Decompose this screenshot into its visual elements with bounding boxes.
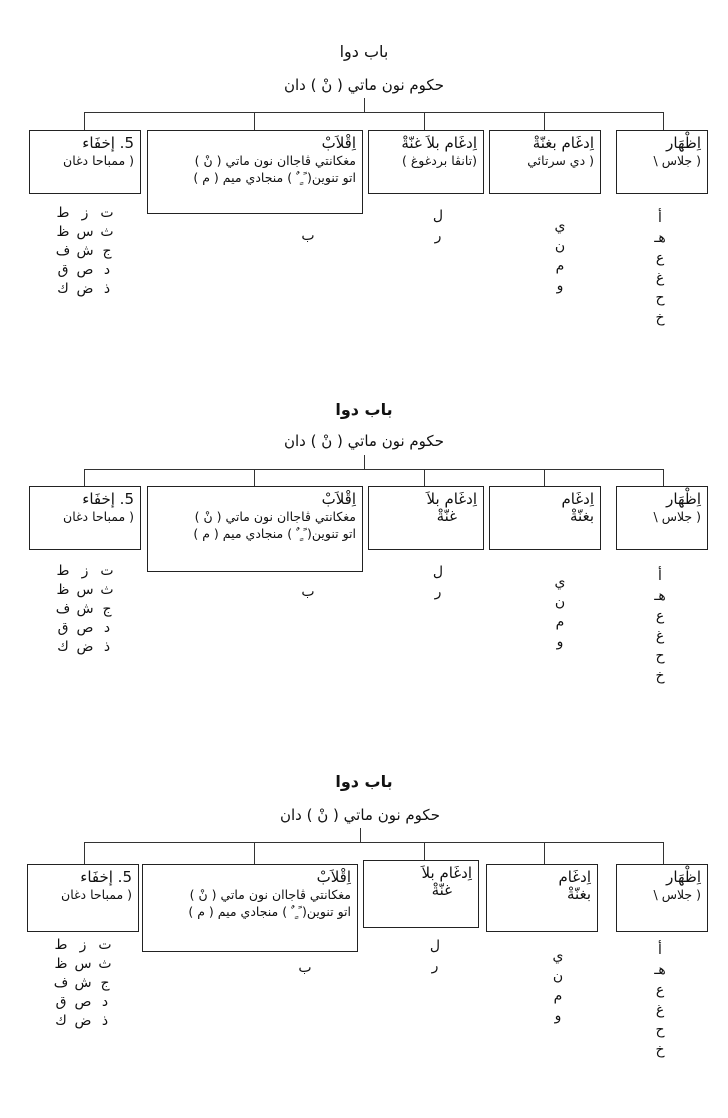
letter: ج <box>102 601 112 617</box>
iqlab-line1: مغكانتي ڤاجاان نون ماتي ( نْ ) <box>194 509 356 524</box>
letter: ر <box>434 228 442 244</box>
letter: د <box>103 262 111 278</box>
letter: ش <box>76 601 94 617</box>
letter: ج <box>100 975 110 991</box>
letter: ق <box>57 262 69 278</box>
idgham-ghunnah-title: اِدغَام <box>561 490 594 508</box>
idgham-bila-title: اِدغَام بلاَ <box>421 864 472 882</box>
section-subtitle: حكوم نون ماتي ( نْ ) دان <box>283 76 444 94</box>
letter: د <box>103 620 111 636</box>
iqlab-line1: مغكانتي ڤاجاان نون ماتي ( نْ ) <box>194 153 356 168</box>
letter: و <box>556 278 564 294</box>
letter: غ <box>655 270 665 286</box>
idgham-bila-box <box>368 130 484 194</box>
connector <box>663 469 664 486</box>
letter: ث <box>100 582 114 598</box>
connector-bar <box>84 469 663 470</box>
letter: ز <box>79 937 87 953</box>
letter: ح <box>655 290 665 306</box>
letter: ظ <box>56 582 70 598</box>
connector <box>364 455 365 469</box>
letter: ك <box>57 281 69 297</box>
iqlab-title: اِقْلاَبْ <box>316 868 351 886</box>
letter: ص <box>76 262 94 278</box>
ikhfa-letters <box>50 936 116 1031</box>
letter: ذ <box>103 281 111 297</box>
letter: أ <box>658 568 662 584</box>
letter: س <box>74 956 92 972</box>
letter: هـ <box>654 588 666 604</box>
letter: م <box>555 614 565 630</box>
iqlab-letters <box>300 226 316 246</box>
letter: و <box>556 634 564 650</box>
letter: ظ <box>54 956 68 972</box>
idgham-bila-letters <box>430 206 446 246</box>
letter: ت <box>98 937 112 953</box>
idgham-bila-letters <box>427 936 443 976</box>
letter: ض <box>76 639 94 655</box>
letter: خ <box>655 668 665 684</box>
connector <box>364 98 365 112</box>
section-title: باب دوا <box>335 772 393 791</box>
iqlab-letters <box>297 958 313 978</box>
idgham-ghunnah-letters <box>552 216 568 296</box>
izhar-box <box>616 486 708 550</box>
letter: ص <box>76 620 94 636</box>
letter: ق <box>55 994 67 1010</box>
letter: ص <box>74 994 92 1010</box>
letter: ع <box>655 982 665 998</box>
section-title: باب دوا <box>339 42 389 61</box>
connector <box>544 112 545 130</box>
letter: ي <box>554 218 566 234</box>
letter: ج <box>102 243 112 259</box>
letter: خ <box>655 310 665 326</box>
idgham-ghunnah-sub: بغنّةْ <box>570 507 594 525</box>
letter: خ <box>655 1042 665 1058</box>
letter: ط <box>56 563 70 579</box>
iqlab-line2: اتو تنوين( ً ٍ ٌ ) منجادي ميم ( م ) <box>193 170 356 185</box>
letter: غ <box>655 1002 665 1018</box>
ikhfa-title: 5. إخفَاء <box>82 490 134 508</box>
section-subtitle: حكوم نون ماتي ( نْ ) دان <box>279 806 440 824</box>
ikhfa-title: 5. إخفَاء <box>82 134 134 152</box>
letter: س <box>76 582 94 598</box>
izhar-letters <box>652 208 668 328</box>
connector <box>84 112 85 130</box>
connector <box>424 842 425 860</box>
ikhfa-box <box>29 486 141 550</box>
iqlab-box <box>147 486 363 572</box>
izhar-letters <box>652 566 668 686</box>
izhar-sub: ( جلاس \ <box>653 509 701 524</box>
idgham-ghunnah-box <box>489 486 601 550</box>
section-title: باب دوا <box>335 400 393 419</box>
izhar-box <box>616 130 708 194</box>
letter: ن <box>554 594 566 610</box>
iqlab-letters <box>300 582 316 602</box>
idgham-ghunnah-letters <box>552 572 568 652</box>
ikhfa-sub: ( ممباحا دغان <box>61 887 132 902</box>
idgham-ghunnah-title: اِدغَام <box>558 868 591 886</box>
iqlab-box <box>142 864 358 952</box>
letter: هـ <box>654 962 666 978</box>
letter: م <box>553 988 563 1004</box>
connector <box>254 112 255 130</box>
idgham-bila-box <box>363 860 479 928</box>
letter: ث <box>98 956 112 972</box>
letter: ض <box>74 1013 92 1029</box>
letter: ظ <box>56 224 70 240</box>
idgham-ghunnah-letters <box>550 946 566 1026</box>
iqlab-line2: اتو تنوين( ً ٍ ٌ ) منجادي ميم ( م ) <box>193 526 356 541</box>
idgham-bila-title: اِدغَام بلاَ <box>426 490 477 508</box>
connector <box>360 828 361 842</box>
letter: ل <box>432 564 444 580</box>
connector <box>663 842 664 864</box>
letter: أ <box>658 210 662 226</box>
letter: ع <box>655 250 665 266</box>
letter: أ <box>658 942 662 958</box>
letter: ب <box>301 228 315 244</box>
ikhfa-box <box>27 864 139 932</box>
iqlab-line1: مغكانتي ڤاجاان نون ماتي ( نْ ) <box>189 887 351 902</box>
idgham-ghunnah-title: اِدغَام بغنّةْ <box>532 134 594 152</box>
connector <box>84 469 85 486</box>
ikhfa-title: 5. إخفَاء <box>80 868 132 886</box>
ikhfa-letters <box>52 204 118 299</box>
letter: ز <box>81 205 89 221</box>
letter: ر <box>431 958 439 974</box>
letter: ر <box>434 584 442 600</box>
section-subtitle: حكوم نون ماتي ( نْ ) دان <box>283 432 444 450</box>
idgham-ghunnah-sub: ( دي سرتائي <box>527 153 594 168</box>
letter: ف <box>55 601 71 617</box>
izhar-box <box>616 864 708 932</box>
connector <box>254 469 255 486</box>
idgham-ghunnah-box <box>489 130 601 194</box>
letter: د <box>101 994 109 1010</box>
letter: ط <box>56 205 70 221</box>
letter: ك <box>57 639 69 655</box>
idgham-bila-letters <box>430 562 446 602</box>
ikhfa-box <box>29 130 141 194</box>
letter: ي <box>554 574 566 590</box>
letter: ف <box>53 975 69 991</box>
letter: ذ <box>101 1013 109 1029</box>
idgham-bila-sub: غنّةْ <box>431 881 452 899</box>
idgham-ghunnah-sub: بغنّةْ <box>567 885 591 903</box>
idgham-bila-title: اِدغَام بلاَ غنّةْ <box>401 134 477 152</box>
izhar-title: اِظْهَار <box>666 868 701 886</box>
letter: ط <box>54 937 68 953</box>
letter: ل <box>429 938 441 954</box>
letter: هـ <box>654 230 666 246</box>
letter: ع <box>655 608 665 624</box>
idgham-bila-sub: غنّةْ <box>436 507 457 525</box>
letter: س <box>76 224 94 240</box>
letter: ق <box>57 620 69 636</box>
connector <box>424 112 425 130</box>
letter: غ <box>655 628 665 644</box>
letter: ت <box>100 563 114 579</box>
connector <box>84 842 85 864</box>
connector-bar <box>84 112 663 113</box>
izhar-title: اِظْهَار <box>666 490 701 508</box>
ikhfa-sub: ( ممباحا دغان <box>63 509 134 524</box>
letter: ي <box>552 948 564 964</box>
letter: ل <box>432 208 444 224</box>
letter: و <box>554 1008 562 1024</box>
letter: ث <box>100 224 114 240</box>
izhar-letters <box>652 940 668 1060</box>
letter: ش <box>74 975 92 991</box>
iqlab-title: اِقْلاَبْ <box>321 134 356 152</box>
letter: ح <box>655 1022 665 1038</box>
connector <box>424 469 425 486</box>
letter: ك <box>55 1013 67 1029</box>
izhar-sub: ( جلاس \ <box>653 153 701 168</box>
letter: ف <box>55 243 71 259</box>
letter: ش <box>76 243 94 259</box>
letter: م <box>555 258 565 274</box>
letter: ض <box>76 281 94 297</box>
idgham-bila-box <box>368 486 484 550</box>
connector-bar <box>84 842 663 843</box>
iqlab-line2: اتو تنوين( ً ٍ ٌ ) منجادي ميم ( م ) <box>188 904 351 919</box>
connector <box>254 842 255 864</box>
connector <box>663 112 664 130</box>
ikhfa-letters <box>52 562 118 657</box>
connector <box>544 469 545 486</box>
letter: ب <box>298 960 312 976</box>
connector <box>544 842 545 864</box>
letter: ن <box>552 968 564 984</box>
iqlab-box <box>147 130 363 214</box>
idgham-bila-sub: (تانڤا بردغوغ ) <box>402 153 477 168</box>
letter: ذ <box>103 639 111 655</box>
letter: ت <box>100 205 114 221</box>
letter: ن <box>554 238 566 254</box>
letter: ب <box>301 584 315 600</box>
izhar-sub: ( جلاس \ <box>653 887 701 902</box>
idgham-ghunnah-box <box>486 864 598 932</box>
letter: ح <box>655 648 665 664</box>
letter: ز <box>81 563 89 579</box>
izhar-title: اِظْهَار <box>666 134 701 152</box>
iqlab-title: اِقْلاَبْ <box>321 490 356 508</box>
ikhfa-sub: ( ممباحا دغان <box>63 153 134 168</box>
